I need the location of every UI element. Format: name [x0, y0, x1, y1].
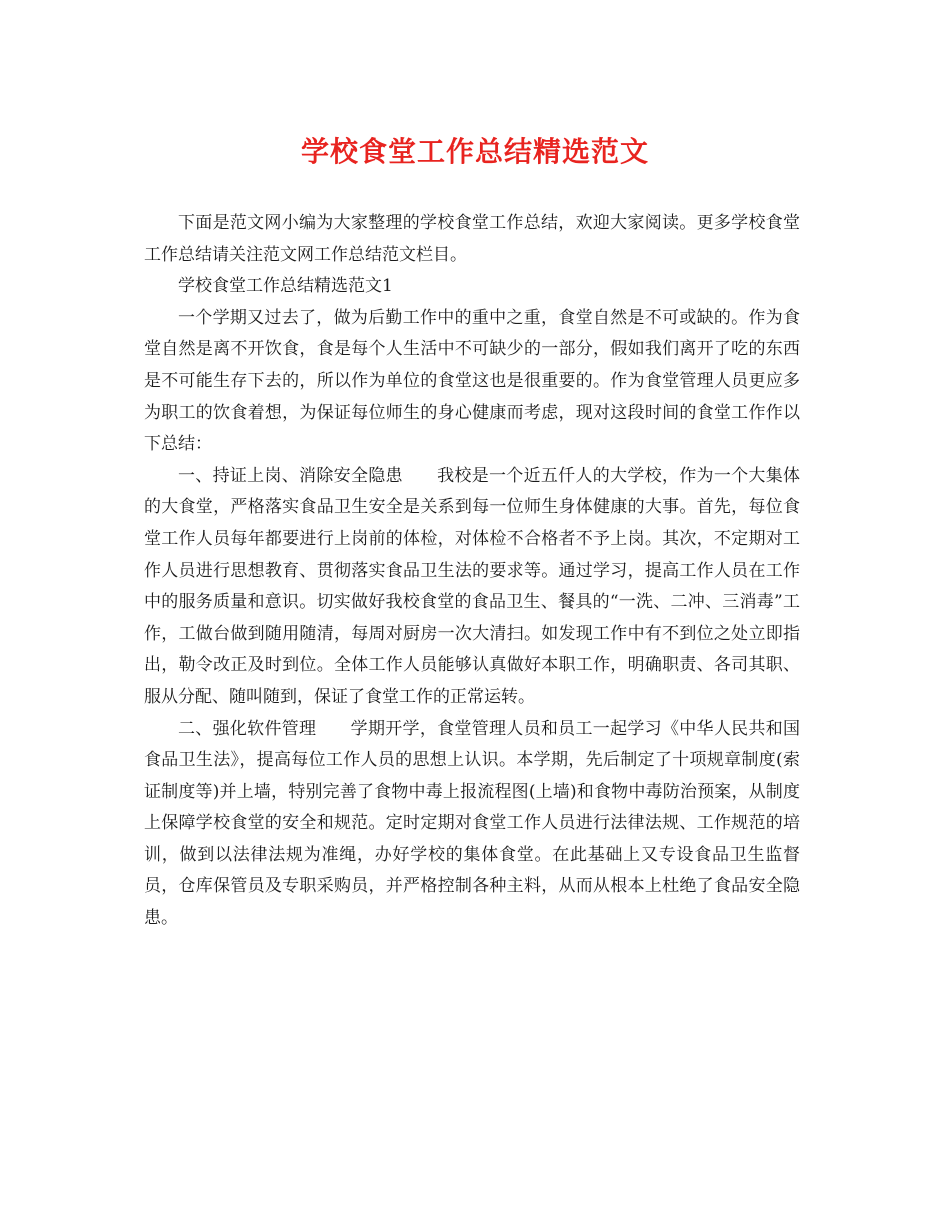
- intro-paragraph: [144, 208, 800, 271]
- paragraph-text: 下面是范文网小编为大家整理的学校食堂工作总结，欢迎大家阅读。更多学校食堂工作总结请关注范文网工作总结范文栏目。: [144, 213, 800, 265]
- section-subtitle: [144, 271, 800, 303]
- document-title: 学校食堂工作总结精选范文: [300, 135, 649, 168]
- paragraph-text: 学校食堂工作总结精选范文1: [178, 276, 393, 297]
- paragraph-text: 我校是一个近五仟人的大学校，作为一个大集体的大食堂，严格落实食品卫生安全是关系到每一位师生身体健康的大事。首先，每位食堂工作人员每年都要进行上岗前的体检，对体检不合格者不予上岗。其次，不定期对工作人员进行思想教育、贯彻落实食品卫生法的要求等。通过学习，提高工作人员在工作中的服务质量和意识。切实做好我校食堂的食品卫生、餐具的“一洗、二冲、三消毒”工作，工做台做到随用随清，每周对厨房一次大清扫。如发现工作中有不到位之处立即指出，勒令改正及时到位。全体工作人员能够认真做好本职工作，明确职责、各司其职、服从分配、随叫随到，保证了食堂工作的正常运转。: [144, 465, 801, 707]
- body-paragraph: [144, 461, 800, 714]
- paragraph-heading: 一、持证上岗、消除安全隐患: [178, 465, 403, 486]
- body-paragraph: [144, 714, 800, 935]
- paragraph-heading: 二、强化软件管理: [178, 718, 317, 739]
- paragraph-text: 一个学期又过去了，做为后勤工作中的重中之重，食堂自然是不可或缺的。作为食堂自然是离不开饮食，食是每个人生活中不可缺少的一部分，假如我们离开了吃的东西是不可能生存下去的，所以作为单位的食堂这也是很重要的。作为食堂管理人员更应多为职工的饮食着想，为保证每位师生的身心健康而考虑，现对这段时间的食堂工作作以下总结：: [144, 307, 800, 455]
- document-body: [144, 208, 800, 935]
- paragraph-text: 学期开学，食堂管理人员和员工一起学习《中华人民共和国食品卫生法》，提高每位工作人员的思想上认识。本学期，先后制定了十项规章制度(索证制度等)并上墙，特别完善了食物中毒上报流程图(上墙)和食物中毒防治预案，从制度上保障学校食堂的安全和规范。定时定期对食堂工作人员进行法律法规、工作规范的培训，做到以法律法规为准绳，办好学校的集体食堂。在此基础上又专设食品卫生监督员，仓库保管员及专职采购员，并严格控制各种主料，从而从根本上杜绝了食品安全隐患。: [144, 718, 801, 929]
- body-paragraph: [144, 303, 800, 461]
